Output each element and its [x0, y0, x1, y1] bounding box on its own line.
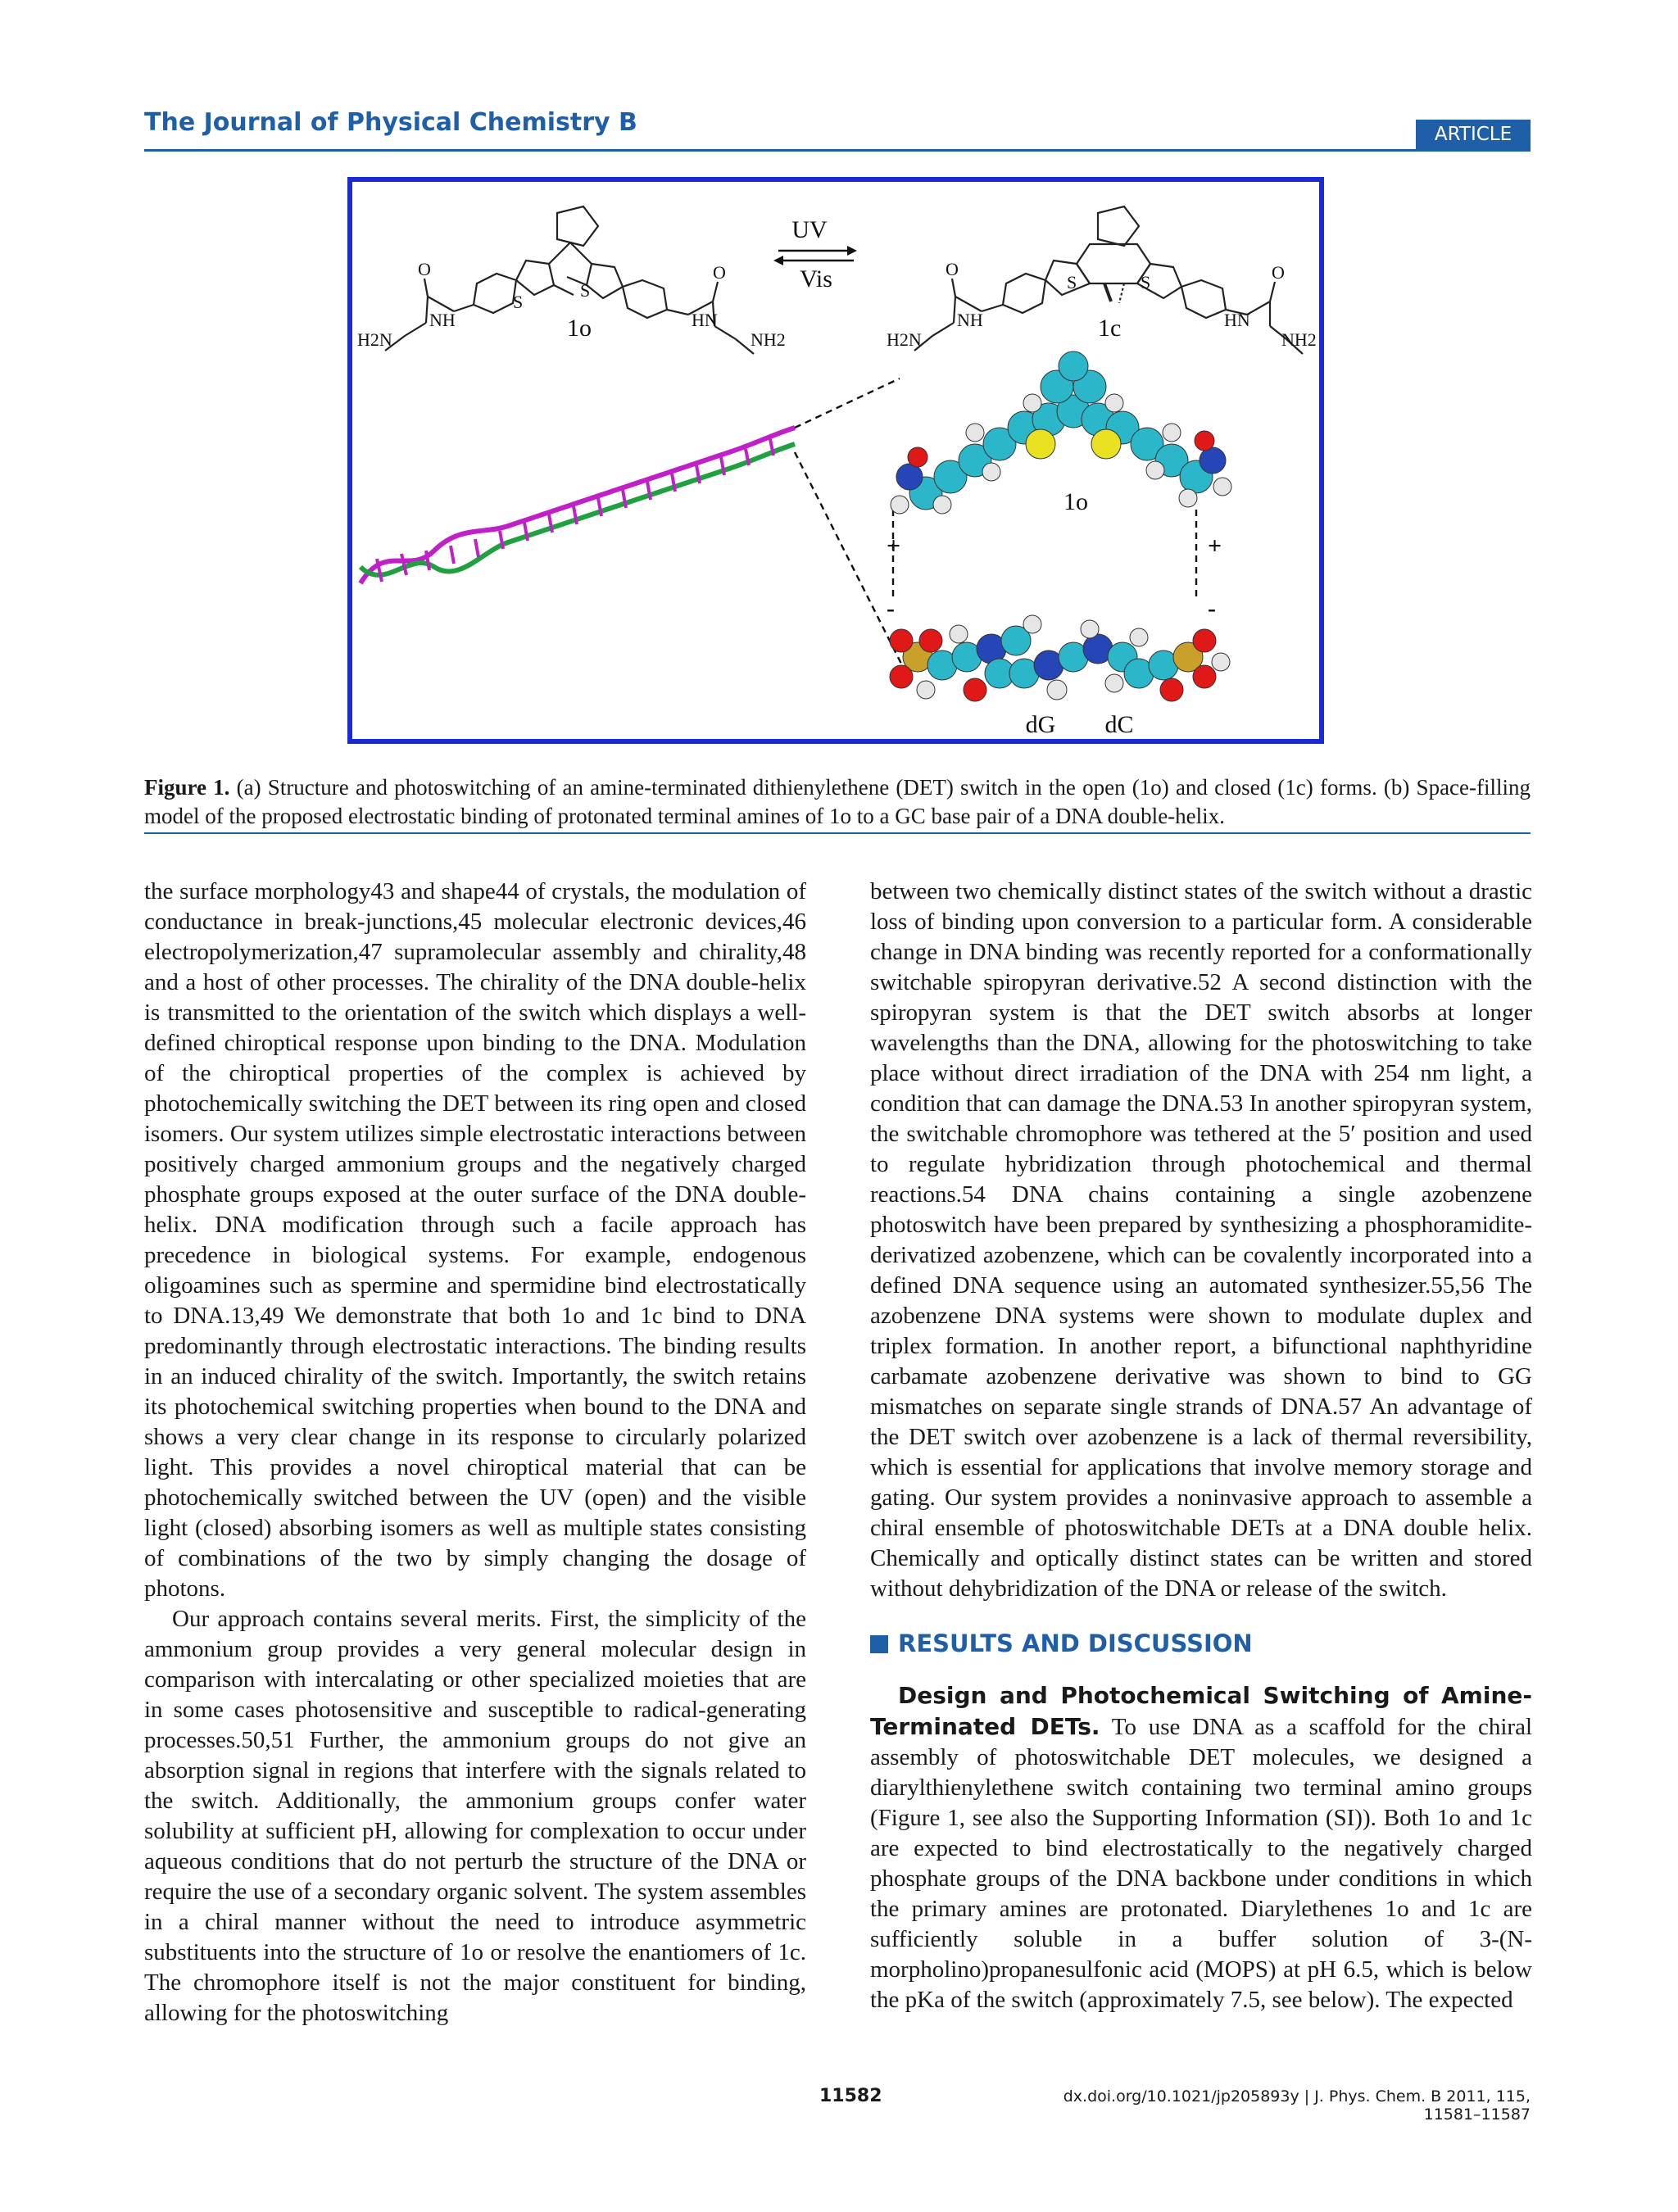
figure-caption-label: Figure 1. [144, 775, 230, 800]
sulfur-label-1: S [580, 280, 591, 301]
plus-charge-left: + [887, 533, 901, 560]
h2n-label-1c: H2N [887, 329, 922, 350]
sulfur-label-2: S [513, 292, 524, 312]
open-form-label: 1o [567, 315, 592, 342]
space-filling-gc-pair [890, 615, 1230, 701]
page-number: 11582 [819, 2086, 882, 2106]
section-square-icon [870, 1635, 888, 1653]
model-1o-label: 1o [1063, 488, 1088, 515]
section-heading [870, 1629, 1532, 1659]
oxygen-label-3: O [946, 259, 959, 279]
body-paragraph: To use DNA as a scaffold for the chiral assembly of photoswitchable DET molecules, we designed a diarylthienylethene switch containing two terminal amino groups (Figure 1, see also the Supporting Information (SI)). Both 1o and 1c are expected to bind electrostatically to the negatively charged phosphate groups of the DNA backbone under conditions in which the primary amines are protonated. Diarylethenes 1o and 1c are sufficiently soluble in a buffer solution of 3-(N-morpholino)propanesulfonic acid (MOPS) at pH 6.5, which is below the pKa of the switch (approximately 7.5, see below). The expected [870, 1714, 1533, 2013]
caption-rule [144, 832, 1531, 834]
space-filling-1o [891, 351, 1231, 514]
nh-label-1c: NH [957, 310, 983, 330]
article-badge: ARTICLE [1416, 120, 1531, 149]
hn-label-1o: HN [692, 310, 718, 330]
subsection-heading: Design and Photochemical Switching of Amine-Terminated DETs. [870, 1682, 1532, 1740]
body-column-left [144, 877, 806, 2028]
figure-caption [144, 773, 1531, 831]
hn-label-1c: HN [1224, 310, 1250, 330]
section-heading-text: RESULTS AND DISCUSSION [898, 1630, 1253, 1657]
closed-form-label: 1c [1098, 315, 1122, 342]
nh2-label-1c: NH2 [1281, 329, 1317, 350]
uv-label: UV [791, 216, 828, 243]
plus-charge-right: + [1208, 533, 1222, 560]
body-paragraph: the surface morphology43 and shape44 of crystals, the modulation of conductance in break-junctions,45 molecular electronic devices,46 electropolymerization,47 supramolecular assembly and chirality,48 and a host of other processes. The chirality of the DNA double-helix is transmitted to the orientation of the switch which displays a well-defined chiroptical response upon binding to the DNA. Modulation of the chiroptical properties of the complex is achieved by photochemically switching the DET between its ring open and closed isomers. Our system utilizes simple electrostatic interactions between positively charged ammonium groups and the negatively charged phosphate groups exposed at the outer surface of the DNA double-helix. DNA modification through such a facile approach has precedence in biological systems. For example, endogenous oligoamines such as spermine and spermidine bind electrostatically to DNA.13,49 We demonstrate that both 1o and 1c bind to DNA predominantly through electrostatic interactions. The binding results in an induced chirality of the switch. Importantly, the switch retains its photochemical switching properties when bound to the DNA and shows a very clear change in its response to circularly polarized light. This provides a novel chiroptical material that can be photochemically switched between the UV (open) and the visible light (closed) absorbing isomers as well as multiple states consisting of combinations of the two by simply changing the dosage of photons. [144, 878, 806, 1602]
body-paragraph: between two chemically distinct states of the switch without a drastic loss of binding upon conversion to a particular form. A considerable change in DNA binding was recently reported for a conformationally switchable spiropyran derivative.52 A second distinction with the spiropyran system is that the DET switch absorbs at longer wavelengths than the DNA, allowing for the photoswitching to take place without direct irradiation of the DNA with 254 nm light, a condition that can damage the DNA.53 In another spiropyran system, the switchable chromophore was tethered at the 5′ position and used to regulate hybridization through photochemical and thermal reactions.54 DNA chains containing a single azobenzene photoswitch have been prepared by synthesizing a phosphoramidite-derivatized azobenzene, which can be covalently incorporated into a defined DNA sequence using an automated synthesizer.55,56 The azobenzene DNA systems were shown to modulate duplex and triplex formation. In another report, a bifunctional naphthyridine carbamate azobenzene derivative was shown to bind to GG mismatches on separate single strands of DNA.57 An advantage of the DET switch over azobenzene is a lack of thermal reversibility, which is essential for applications that involve memory storage and gating. Our system provides a noninvasive approach to assemble a chiral ensemble of photoswitchable DETs at a DNA double helix. Chemically and optically distinct states can be written and stored without dehybridization of the DNA or release of the switch. [870, 878, 1532, 1602]
minus-charge-left: - [887, 595, 895, 622]
dg-label: dG [1025, 711, 1056, 738]
h2n-label-1o: H2N [357, 329, 392, 350]
vis-label: Vis [800, 265, 832, 292]
nh2-label-1o: NH2 [751, 329, 786, 350]
figure-1-artwork [352, 182, 1319, 739]
oxygen-label-2: O [713, 262, 726, 283]
header-rule [144, 149, 1531, 152]
nh-label-1o: NH [429, 310, 456, 330]
sulfur-label-4: S [1141, 272, 1151, 292]
oxygen-label-4: O [1272, 262, 1285, 283]
doi-citation[interactable]: dx.doi.org/10.1021/jp205893y | J. Phys. Chem. B 2011, 115, 11581–11587 [1063, 2087, 1531, 2124]
minus-charge-right: - [1208, 595, 1216, 622]
body-column-right [870, 877, 1532, 2015]
switching-arrows [773, 246, 857, 265]
dna-double-helix [361, 428, 795, 583]
body-paragraph: Our approach contains several merits. First, the simplicity of the ammonium group provides a very general molecular design in comparison with intercalating or other specialized moieties that are in some cases photosensitive and susceptible to radical-generating processes.50,51 Further, the ammonium groups do not give an absorption signal in regions that interfere with the signals related to the switch. Additionally, the ammonium groups confer water solubility at sufficient pH, allowing for complexation to occur under aqueous conditions that do not perturb the structure of the DNA or require the use of a secondary organic solvent. The system assembles in a chiral manner without the need to introduce asymmetric substituents into the structure of 1o or resolve the enantiomers of 1c. The chromophore itself is not the major constituent for binding, allowing for the photoswitching [144, 1606, 806, 2026]
figure-caption-text: (a) Structure and photoswitching of an amine-terminated dithienylethene (DET) switch in the open (1o) and closed (1c) forms. (b) Space-filling model of the proposed electrostatic binding of protonated terminal amines of 1o to a GC base pair of a DNA double-helix. [144, 775, 1531, 828]
journal-title: The Journal of Physical Chemistry B [144, 108, 637, 137]
dc-label: dC [1104, 711, 1134, 738]
oxygen-label-1: O [418, 259, 431, 279]
sulfur-label-3: S [1067, 272, 1077, 292]
figure-1 [347, 177, 1324, 744]
